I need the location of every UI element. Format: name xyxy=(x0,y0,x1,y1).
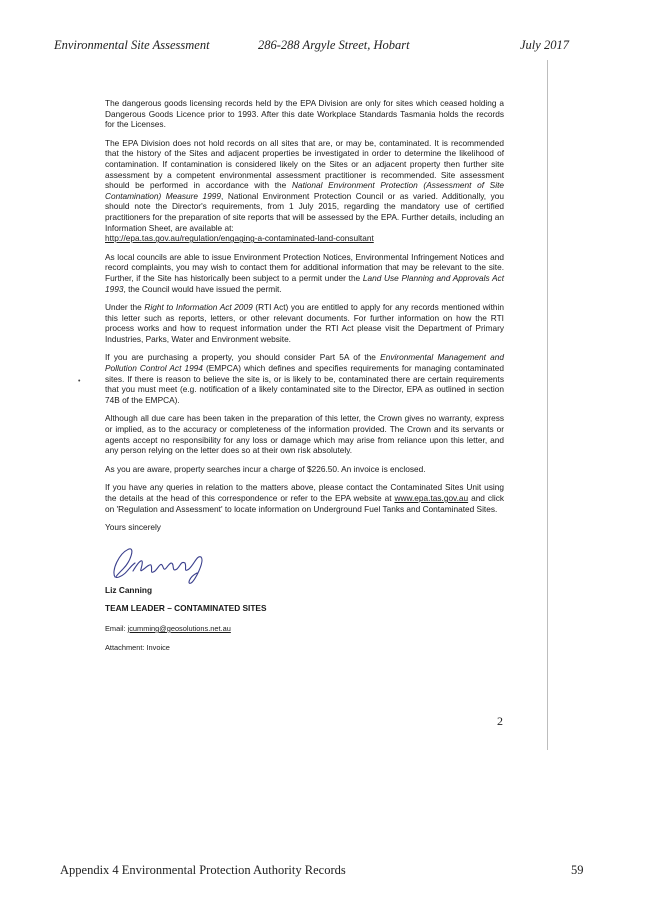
header-left: Environmental Site Assessment xyxy=(54,38,210,52)
paragraph-dangerous-goods: The dangerous goods licensing records held by the EPA Division are only for sites which ceased holding a Dangerous Goods Licence prior to 1993. After this date Workplace Standards Tasmania holds the records for the Licenses. xyxy=(105,98,504,130)
epa-website-link[interactable]: www.epa.tas.gov.au xyxy=(394,493,469,503)
paragraph-queries: If you have any queries in relation to the matters above, please contact the Contaminated Sites Unit using the details at the head of this correspondence or refer to the EPA website at www.epa.tas.gov.au and click on 'Regulation and Assessment' to locate information on Underground Fuel Tanks and Contaminated Sites. xyxy=(105,482,504,514)
closing: Yours sincerely xyxy=(105,522,161,533)
signatory-name: Liz Canning xyxy=(105,584,153,595)
signature-image xyxy=(105,541,504,585)
signatory-role: TEAM LEADER – CONTAMINATED SITES xyxy=(105,603,267,614)
paragraph-epa-records: The EPA Division does not hold records on all sites that are, or may be, contaminated. It is recommended that the history of the Sites and adjacent properties be investigated in order to determine the likelihood of contamination. If contamination is considered likely on the Sites or an adjacent property then further site assessment by a competent environmental assessment practitioner is recommended. Site assessment should be performed in accordance with the National Environment Protection (Assessment of Site Contamination) Measure 1999, National Environment Protection Council or as varied. Additionally, you should note the Director's requirements, from 1 July 2015, regarding the mandatory use of certified practitioners for the preparation of site reports that will be assessed by the EPA. Further details, including an Information Sheet, are available at: http://epa.tas.gov.au/regulation/engaging-a-contaminated-land-consultant xyxy=(105,137,504,244)
epa-consultant-link[interactable]: http://epa.tas.gov.au/regulation/engaging-a-contaminated-land-consultant xyxy=(105,233,374,244)
paragraph-local-councils: As local councils are able to issue Environment Protection Notices, Environmental Infringement Notices and record complaints, you may wish to contact them for additional information that may be relevant to the site. Further, if the Site has historically been subject to a permit under the Land Use Planning and Approvals Act 1993, the Council would have issued the permit. xyxy=(105,251,504,294)
email-link[interactable]: jcumming@geosolutions.net.au xyxy=(127,623,231,633)
paragraph-charge: As you are aware, property searches incur a charge of $226.50. An invoice is enclosed. xyxy=(105,463,426,474)
paragraph-rti: Under the Right to Information Act 2009 (RTI Act) you are entitled to apply for any records mentioned within this letter such as reports, letters, or other relevant documents. For further information on how the RTI process works and how to request information under the RTI Act please visit the Department of Primary Industries, Parks, Water and Environment website. xyxy=(105,302,505,344)
footer-left: Appendix 4 Environmental Protection Authority Records xyxy=(60,863,346,877)
header-right: July 2017 xyxy=(520,38,569,52)
margin-dot: • xyxy=(78,378,81,385)
paragraph-disclaimer: Although all due care has been taken in the preparation of this letter, the Crown gives no warranty, express or implied, as to the accuracy or completeness of the information provided. The Crown and its servants or agents accept no responsibility for any loss or damage which may arise from reliance upon this letter, and any person relying on the letter does so at their own risk absolutely. xyxy=(105,413,504,456)
margin-line xyxy=(547,60,548,750)
email-line: Email: jcumming@geosolutions.net.au xyxy=(105,623,231,633)
footer-page-number: 59 xyxy=(571,863,584,877)
attachment-line: Attachment: Invoice xyxy=(105,642,170,652)
letter-body xyxy=(105,98,504,661)
header-center: 286-288 Argyle Street, Hobart xyxy=(258,38,410,52)
paragraph-empca: If you are purchasing a property, you should consider Part 5A of the Environmental Management and Pollution Control Act 1994 (EMPCA) which defines and specifies requirements for managing contaminated sites. If there is reason to believe the site is, or is likely to be, contaminated there are certain requirements that you must meet (e.g. notification of a likely contaminated site to the Director, EPA as outlined in section 74B of the EMPCA). xyxy=(105,352,505,405)
letter-page-number: 2 xyxy=(497,714,503,728)
